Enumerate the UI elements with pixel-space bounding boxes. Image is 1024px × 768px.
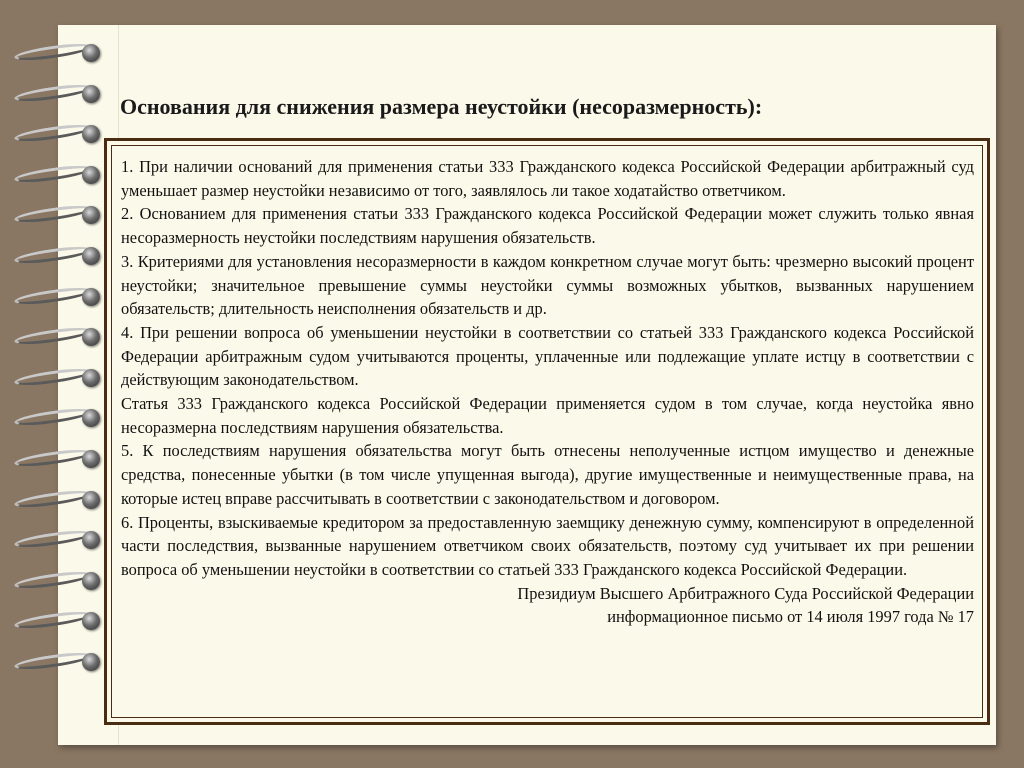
text-frame: [104, 138, 990, 725]
text-frame-inner: [111, 145, 983, 718]
binding-hole: [82, 572, 100, 590]
binding-wire: [14, 365, 93, 388]
signature-line-2: информационное письмо от 14 июля 1997 года № 17: [607, 607, 974, 627]
binding-ring: [14, 572, 102, 592]
binding-hole: [82, 247, 100, 265]
signature-line-1: Президиум Высшего Арбитражного Суда Российской Федерации: [517, 583, 974, 603]
paragraph-2: 2. Основанием для применения статьи 333 Гражданского кодекса Российской Федерации может служить только явная несоразмерность неустойки последствиям нарушения обязательств.: [121, 204, 974, 248]
slide-title: Основания для снижения размера неустойки (несоразмерность):: [120, 94, 763, 119]
paragraph-5: 5. К последствиям нарушения обязательства могут быть отнесены неполученные истцом имущество и денежные средства, понесенные убытки (в том числе упущенная выгода), другие имущественные и неимущественные права, на которые истец вправе рассчитывать в соответствии с законодательством и договором.: [121, 441, 974, 508]
binding-wire: [14, 122, 93, 145]
binding-ring: [14, 247, 102, 267]
binding-ring: [14, 491, 102, 511]
binding-ring: [14, 450, 102, 470]
binding-hole: [82, 44, 100, 62]
paragraph-4-continued: Статья 333 Гражданского кодекса Российской Федерации применяется судом в том случае, когда неустойка явно несоразмерна последствиям нарушения обязательства.: [121, 394, 974, 437]
binding-wire: [14, 528, 93, 551]
binding-wire: [14, 244, 93, 267]
binding-ring: [14, 44, 102, 64]
binding-ring: [14, 612, 102, 632]
binding-hole: [82, 166, 100, 184]
binding-hole: [82, 288, 100, 306]
binding-hole: [82, 328, 100, 346]
binding-ring: [14, 653, 102, 673]
binding-wire: [14, 487, 93, 510]
binding-wire: [14, 650, 93, 673]
binding-wire: [14, 568, 93, 591]
binding-wire: [14, 325, 93, 348]
binding-ring: [14, 531, 102, 551]
binding-hole: [82, 531, 100, 549]
binding-ring: [14, 328, 102, 348]
paragraph-3: 3. Критериями для установления несоразмерности в каждом конкретном случае могут быть: чрезмерно высокий процент неустойки; значительное превышение суммы неустойки суммы возможных убытков, вызванных нарушением обязательств; длительность неисполнения обязательств и др.: [121, 251, 974, 319]
binding-wire: [14, 609, 93, 632]
paragraph-1: 1. При наличии оснований для применения статьи 333 Гражданского кодекса Российской Федерации арбитражный суд уменьшает размер неустойки независимо от того, заявлялось ли такое ходатайство ответчиком.: [121, 157, 974, 200]
binding-ring: [14, 288, 102, 308]
binding-hole: [82, 125, 100, 143]
binding-ring: [14, 369, 102, 389]
binding-wire: [14, 162, 93, 185]
binding-wire: [14, 203, 93, 226]
binding-hole: [82, 491, 100, 509]
binding-wire: [14, 406, 93, 429]
binding-ring: [14, 125, 102, 145]
binding-hole: [82, 206, 100, 224]
binding-wire: [14, 41, 93, 64]
binding-wire: [14, 81, 93, 104]
binding-hole: [82, 409, 100, 427]
binding-hole: [82, 612, 100, 630]
binding-ring: [14, 166, 102, 186]
binding-wire: [14, 284, 93, 307]
binding-ring: [14, 206, 102, 226]
binding-ring: [14, 85, 102, 105]
paragraph-4: 4. При решении вопроса об уменьшении неустойки в соответствии со статьей 333 Гражданского кодекса Российской Федерации арбитражным судом учитываются проценты, уплаченные или подлежащие уплате истцу в соответствии с действующим законодательством.: [121, 322, 974, 390]
binding-hole: [82, 369, 100, 387]
binding-wire: [14, 447, 93, 470]
binding-hole: [82, 653, 100, 671]
binding-hole: [82, 450, 100, 468]
paragraph-6: 6. Проценты, взыскиваемые кредитором за предоставленную заемщику денежную сумму, компенсируют в определенной части последствия, вызванные нарушением ответчиком своих обязательств, поэтому суд учитывает их при решении вопроса об уменьшении неустойки в соответствии со статьей 333 Гражданского кодекса Российской Федерации.: [121, 512, 974, 579]
binding-hole: [82, 85, 100, 103]
binding-ring: [14, 409, 102, 429]
